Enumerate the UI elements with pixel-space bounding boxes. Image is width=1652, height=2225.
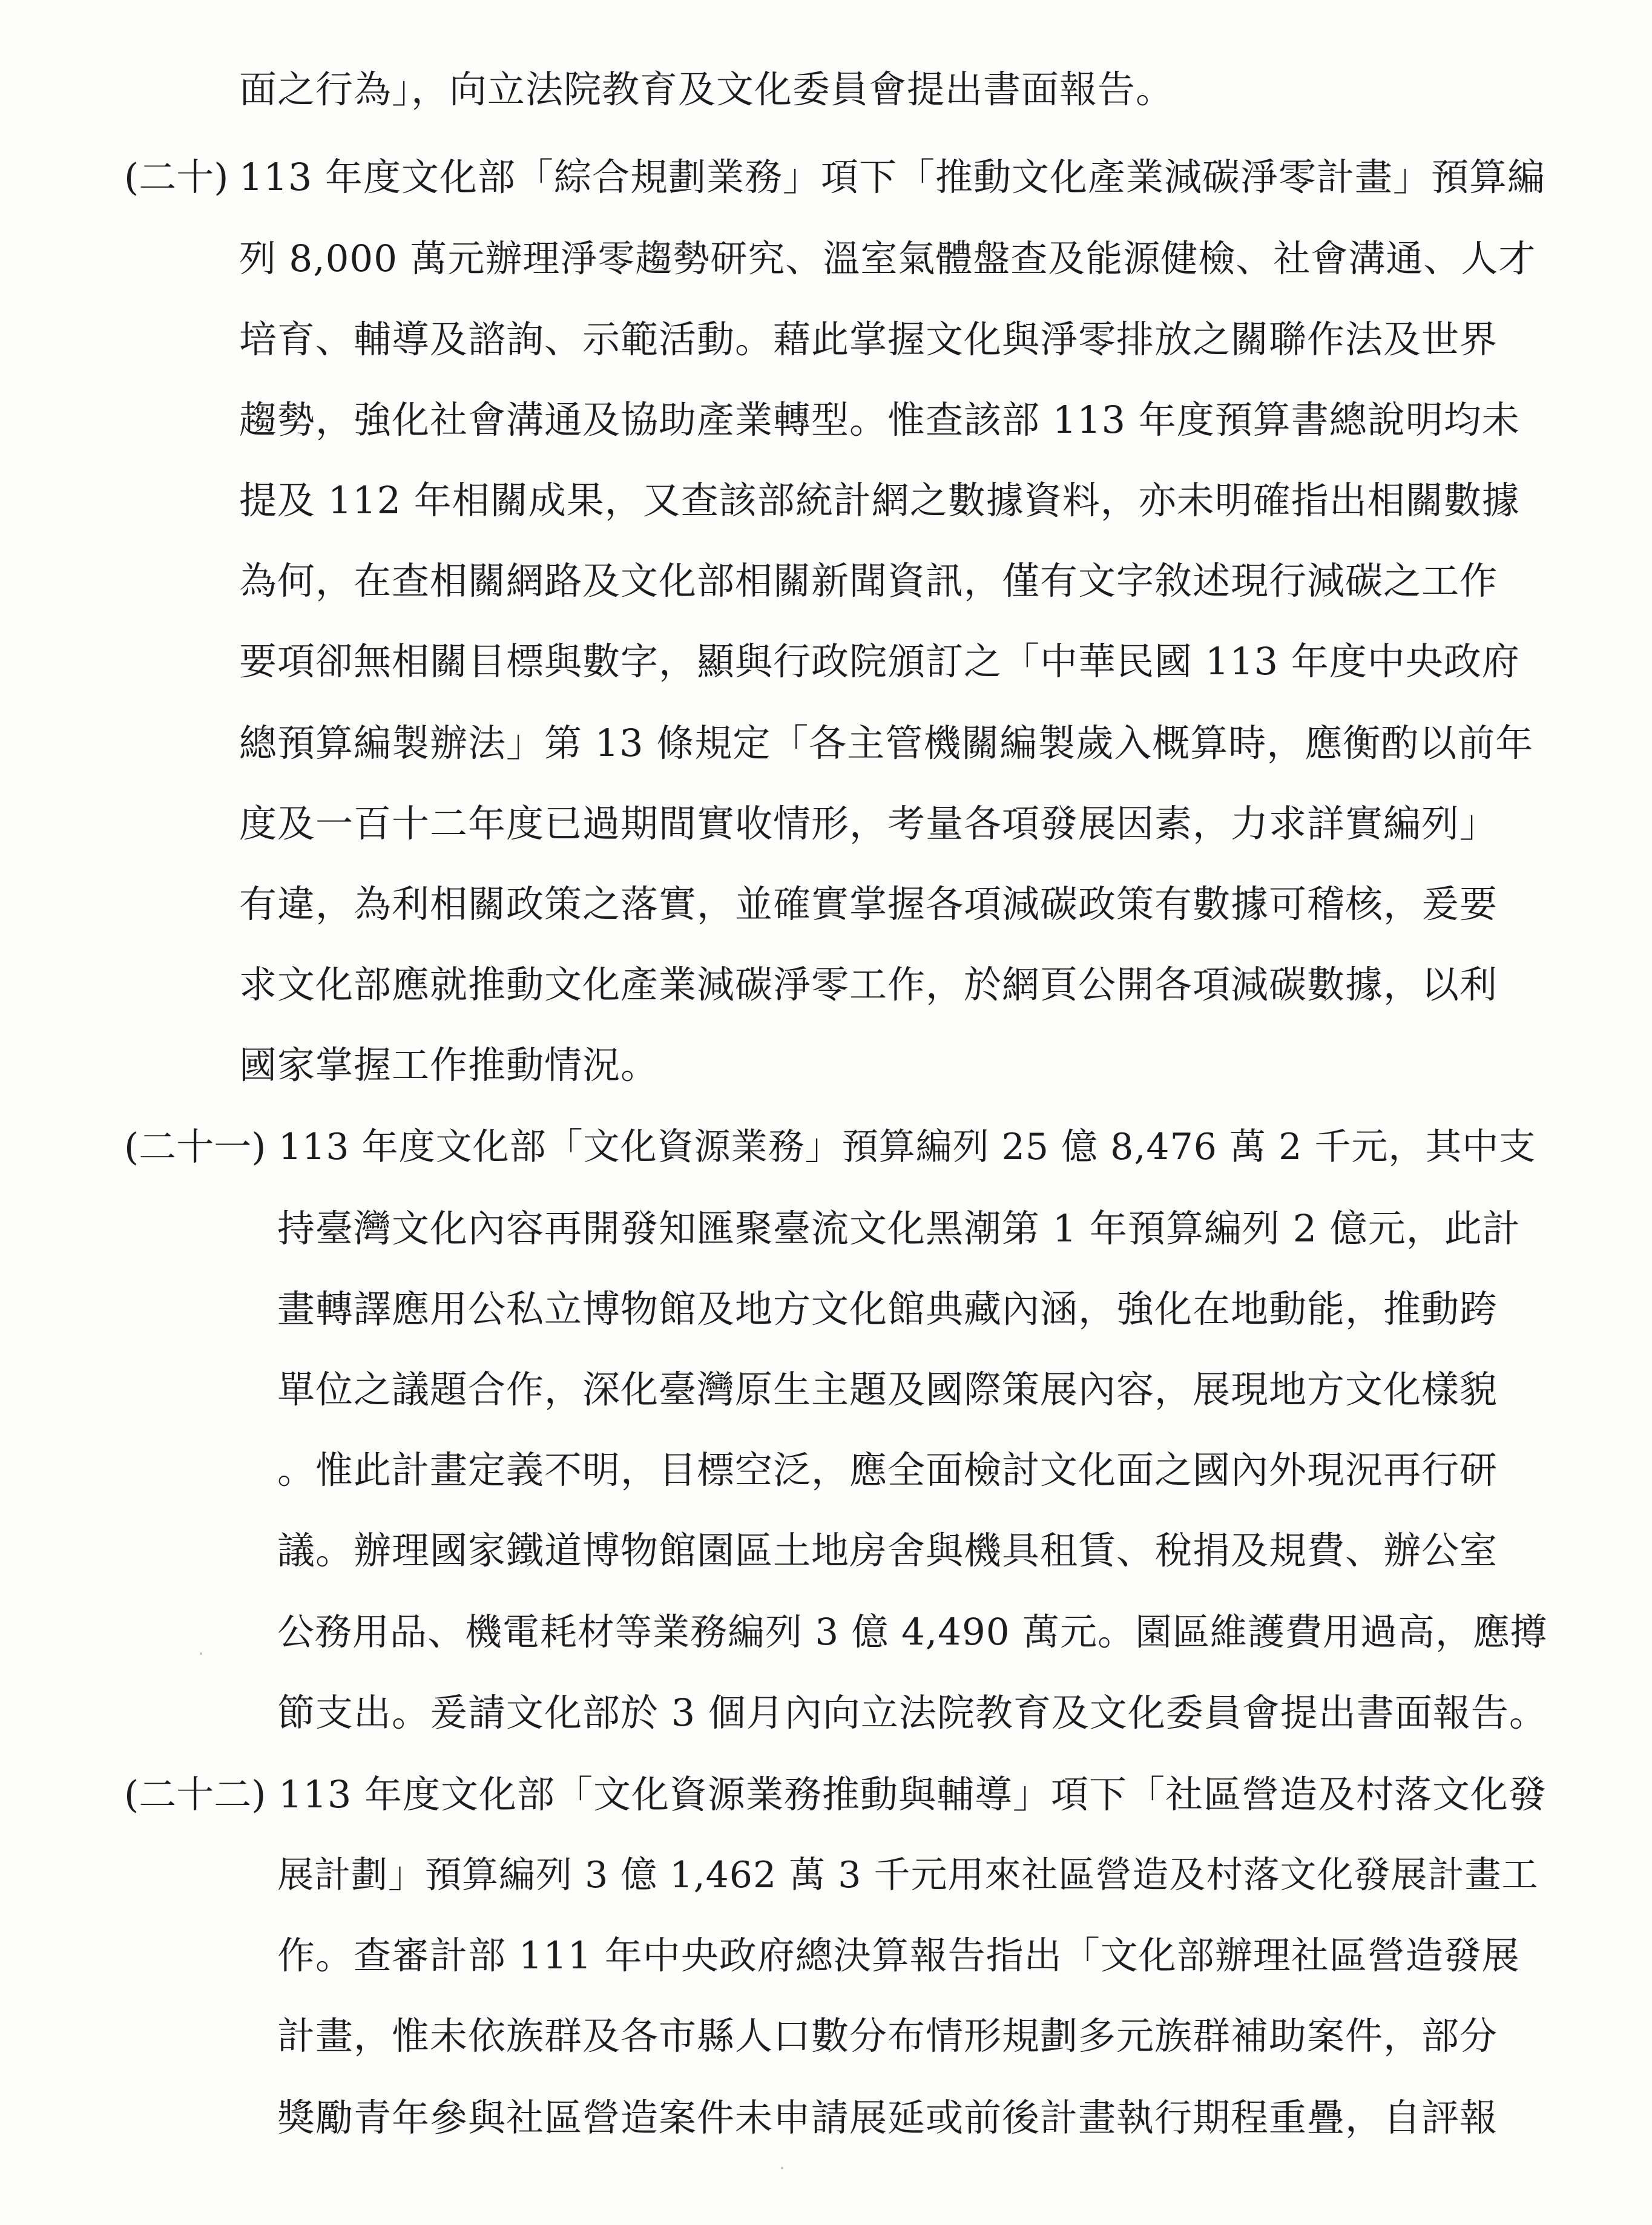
scan-speck <box>781 2167 783 2169</box>
section-22-line: 獎勵青年參與社區營造案件未申請展延或前後計畫執行期程重疊，自評報 <box>277 2095 1498 2140</box>
section-label-20: (二十) <box>124 155 229 199</box>
intro-line: 面之行為」，向立法院教育及文化委員會提出書面報告。 <box>239 67 1174 111</box>
section-21-line: 持臺灣文化內容再開發知匯聚臺流文化黑潮第 1 年預算編列 2 億元，此計 <box>277 1206 1521 1251</box>
section-22-line: 作。查審計部 111 年中央政府總決算報告指出「文化部辦理社區營造發展 <box>277 1933 1520 1977</box>
section-22-line: 展計劃」預算編列 3 億 1,462 萬 3 千元用來社區營造及村落文化發展計畫工 <box>277 1854 1539 1896</box>
section-20-line: 列 8,000 萬元辦理淨零趨勢研究、溫室氣體盤查及能源健檢、社會溝通、人才 <box>239 237 1536 280</box>
section-22-line: 113 年度文化部「文化資源業務推動與輔導」項下「社區營造及村落文化發 <box>278 1772 1547 1816</box>
section-20-line: 總預算編製辦法」第 13 條規定「各主管機關編製歲入概算時，應衡酌以前年 <box>239 721 1534 765</box>
section-20-line: 度及一百十二年度已過期間實收情形，考量各項發展因素，力求詳實編列」 <box>239 801 1498 846</box>
section-20-line: 趨勢，強化社會溝通及協助產業轉型。惟查該部 113 年度預算書總說明均未 <box>239 398 1520 442</box>
section-21-line: 113 年度文化部「文化資源業務」預算編列 25 億 8,476 萬 2 千元，其中支 <box>278 1126 1536 1168</box>
section-21-line: 節支出。爰請文化部於 3 個月內向立法院教育及文化委員會提出書面報告。 <box>277 1691 1547 1735</box>
section-20-line: 求文化部應就推動文化產業減碳淨零工作，於網頁公開各項減碳數據，以利 <box>239 962 1498 1007</box>
section-20-line: 國家掌握工作推動情況。 <box>239 1043 659 1087</box>
section-21-line: 。惟此計畫定義不明，目標空泛，應全面檢討文化面之國內外現況再行研 <box>277 1448 1498 1492</box>
section-21-line: 畫轉譯應用公私立博物館及地方文化館典藏內涵，強化在地動能，推動跨 <box>277 1287 1498 1331</box>
section-20-line: 培育、輔導及諮詢、示範活動。藉此掌握文化與淨零排放之關聯作法及世界 <box>239 317 1498 361</box>
section-21-line: 單位之議題合作，深化臺灣原生主題及國際策展內容，展現地方文化樣貌 <box>277 1367 1498 1412</box>
section-20-line: 提及 112 年相關成果，又查該部統計網之數據資料，亦未明確指出相關數據 <box>239 478 1520 522</box>
section-20-line: 113 年度文化部「綜合規劃業務」項下「推動文化產業減碳淨零計畫」預算編 <box>239 155 1546 199</box>
section-label-22: (二十二) <box>124 1772 266 1816</box>
section-20-line: 要項卻無相關目標與數字，顯與行政院頒訂之「中華民國 113 年度中央政府 <box>239 639 1520 683</box>
section-20-line: 有違，為利相關政策之落實，並確實掌握各項減碳政策有數據可稽核，爰要 <box>239 882 1498 926</box>
section-21-line: 議。辦理國家鐵道博物館園區土地房舍與機具租賃、稅捐及規費、辦公室 <box>277 1528 1498 1573</box>
section-21-line: 公務用品、機電耗材等業務編列 3 億 4,490 萬元。園區維護費用過高，應撙 <box>277 1611 1548 1654</box>
section-label-21: (二十一) <box>124 1125 266 1169</box>
scan-speck <box>200 1652 202 1655</box>
section-22-line: 計畫，惟未依族群及各市縣人口數分布情形規劃多元族群補助案件，部分 <box>277 2014 1498 2058</box>
section-20-line: 為何，在查相關網路及文化部相關新聞資訊，僅有文字敘述現行減碳之工作 <box>239 559 1498 603</box>
